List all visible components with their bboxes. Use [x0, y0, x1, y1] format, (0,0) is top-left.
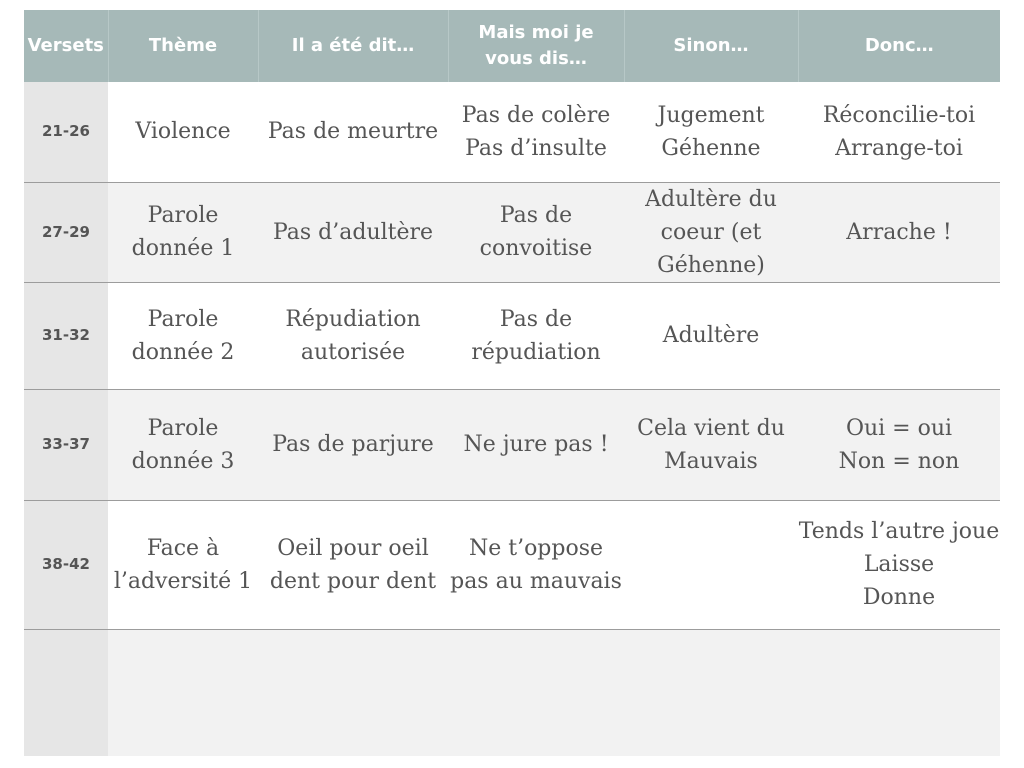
- empty-cell: [258, 629, 448, 756]
- header-versets: Versets: [24, 10, 108, 82]
- header-mais-moi-je-vous-dis: Mais moi je vous dis…: [448, 10, 624, 82]
- header-sinon: Sinon…: [624, 10, 798, 82]
- otherwise-cell: Adultère du coeur (et Géhenne): [624, 182, 798, 282]
- therefore-cell: Arrache !: [798, 182, 1000, 282]
- table-row: [24, 182, 1000, 282]
- otherwise-cell: Adultère: [624, 282, 798, 389]
- table-row: [24, 500, 1000, 629]
- theme-cell: Parole donnée 3: [108, 389, 258, 500]
- verse-cell: 33-37: [24, 389, 108, 500]
- but-i-cell: Pas de répudiation: [448, 282, 624, 389]
- header-row: [24, 10, 1000, 82]
- header-theme: Thème: [108, 10, 258, 82]
- empty-cell: [798, 629, 1000, 756]
- empty-verse-cell: [24, 629, 108, 756]
- therefore-cell: [798, 282, 1000, 389]
- therefore-cell: Réconcilie-toi Arrange-toi: [798, 82, 1000, 182]
- table-row: [24, 389, 1000, 500]
- verse-cell: 38-42: [24, 500, 108, 629]
- otherwise-cell: [624, 500, 798, 629]
- but-i-cell: Pas de colère Pas d’insulte: [448, 82, 624, 182]
- empty-cell: [448, 629, 624, 756]
- therefore-cell: Oui = oui Non = non: [798, 389, 1000, 500]
- empty-row: [24, 629, 1000, 756]
- empty-cell: [108, 629, 258, 756]
- verse-cell: 31-32: [24, 282, 108, 389]
- said-cell: Oeil pour oeil dent pour dent: [258, 500, 448, 629]
- theme-cell: Violence: [108, 82, 258, 182]
- table-row: [24, 82, 1000, 182]
- theme-cell: Face à l’adversité 1: [108, 500, 258, 629]
- therefore-cell: Tends l’autre joue Laisse Donne: [798, 500, 1000, 629]
- otherwise-cell: Jugement Géhenne: [624, 82, 798, 182]
- but-i-cell: Ne t’oppose pas au mauvais: [448, 500, 624, 629]
- but-i-cell: Ne jure pas !: [448, 389, 624, 500]
- verse-cell: 21-26: [24, 82, 108, 182]
- otherwise-cell: Cela vient du Mauvais: [624, 389, 798, 500]
- said-cell: Pas de parjure: [258, 389, 448, 500]
- but-i-cell: Pas de convoitise: [448, 182, 624, 282]
- theme-cell: Parole donnée 2: [108, 282, 258, 389]
- header-il-a-ete-dit: Il a été dit…: [258, 10, 448, 82]
- theme-cell: Parole donnée 1: [108, 182, 258, 282]
- comparison-table: [24, 10, 1000, 756]
- said-cell: Pas de meurtre: [258, 82, 448, 182]
- table-row: [24, 282, 1000, 389]
- header-donc: Donc…: [798, 10, 1000, 82]
- said-cell: Répudiation autorisée: [258, 282, 448, 389]
- verse-cell: 27-29: [24, 182, 108, 282]
- empty-cell: [624, 629, 798, 756]
- said-cell: Pas d’adultère: [258, 182, 448, 282]
